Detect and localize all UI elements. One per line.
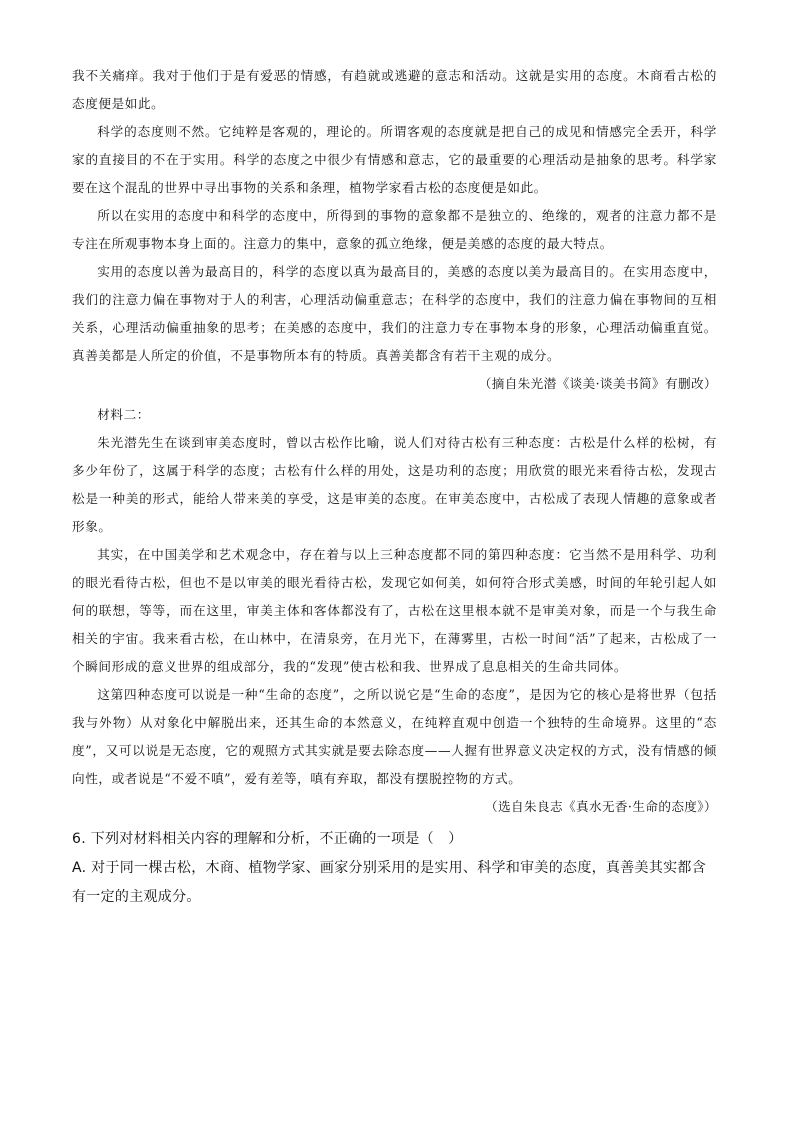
material1-paragraph-2: 科学的态度则不然。它纯粹是客观的，理论的。所谓客观的态度就是把自己的成见和情感完全丢开，科学家的直接目的不在于实用。科学的态度之中很少有情感和意志，它的最重要的心理活动是抽象的思考。科学家要在这个混乱的世界中寻出事物的关系和条理，植物学家看古松的态度便是如此。 — [72, 124, 717, 195]
material1-paragraph-1: 我不关痛痒。我对于他们于是有爱恶的情感，有趋就或逃避的意志和活动。这就是实用的态度。木商看古松的态度便是如此。 — [72, 68, 717, 111]
question-stem: 6. 下列对材料相关内容的理解和分析，不正确的一项是（ ） — [72, 831, 463, 847]
material1-paragraph-4: 实用的态度以善为最高目的，科学的态度以真为最高目的，美感的态度以美为最高目的。在实用态度中，我们的注意力偏在事物对于人的利害，心理活动偏重意志；在科学的态度中，我们的注意力偏在事物间的互相关系，心理活动偏重抽象的思考；在美感的态度中，我们的注意力专在事物本身的形象，心理活动偏重直觉。真善美都是人所定的价值，不是事物所本有的特质。真善美都含有若干主观的成分。 — [72, 264, 717, 363]
material2-source: （选自朱良志《真水无香·生命的态度》） — [485, 799, 717, 814]
question-option-a: A. 对于同一棵古松，木商、植物学家、画家分别采用的是实用、科学和审美的态度，真善美其实都含有一定的主观成分。 — [72, 860, 707, 905]
material1-paragraph-3: 所以在实用的态度中和科学的态度中，所得到的事物的意象都不是独立的、绝缘的，观者的注意力都不是专注在所观事物本身上面的。注意力的集中，意象的孤立绝缘，便是美感的态度的最大特点。 — [72, 208, 717, 251]
material2-paragraph-1: 朱光潜先生在谈到审美态度时，曾以古松作比喻，说人们对待古松有三种态度：古松是什么样的松树，有多少年份了，这属于科学的态度；古松有什么样的用处，这是功利的态度；用欣赏的眼光来看待古松，发现古松是一种美的形式，能给人带来美的享受，这是审美的态度。在审美态度中，古松成了表现人情趣的意象或者形象。 — [72, 435, 717, 534]
material1-source: （摘自朱光潜《谈美·谈美书简》有删改） — [478, 376, 717, 391]
material2-paragraph-2: 其实，在中国美学和艺术观念中，存在着与以上三种态度都不同的第四种态度：它当然不是用科学、功利的眼光看待古松，但也不是以审美的眼光看待古松，发现它如何美，如何符合形式美感，时间的年轮引起人如何的联想，等等，而在这里，审美主体和客体都没有了，古松在这里根本就不是审美对象，而是一个与我生命相关的宇宙。我来看古松，在山林中，在清泉旁，在月光下，在薄雾里，古松一时间“活”了起来，古松成了一个瞬间形成的意义世界的组成部分，我的“发现”使古松和我、世界成了息息相关的生命共同体。 — [72, 547, 717, 674]
material2-label: 材料二： — [97, 407, 150, 422]
material2-paragraph-3: 这第四种态度可以说是一种“生命的态度”，之所以说它是“生命的态度”，是因为它的核心是将世界（包括我与外物）从对象化中解脱出来，还其生命的本然意义，在纯粹直观中创造一个独特的生命境界。这里的“态度”，又可以说是无态度，它的观照方式其实就是要去除态度——人握有世界意义决定权的方式，没有情感的倾向性，或者说是“不爱不嗔”，爱有差等，嗔有弃取，都没有摆脱控物的方式。 — [72, 687, 717, 786]
